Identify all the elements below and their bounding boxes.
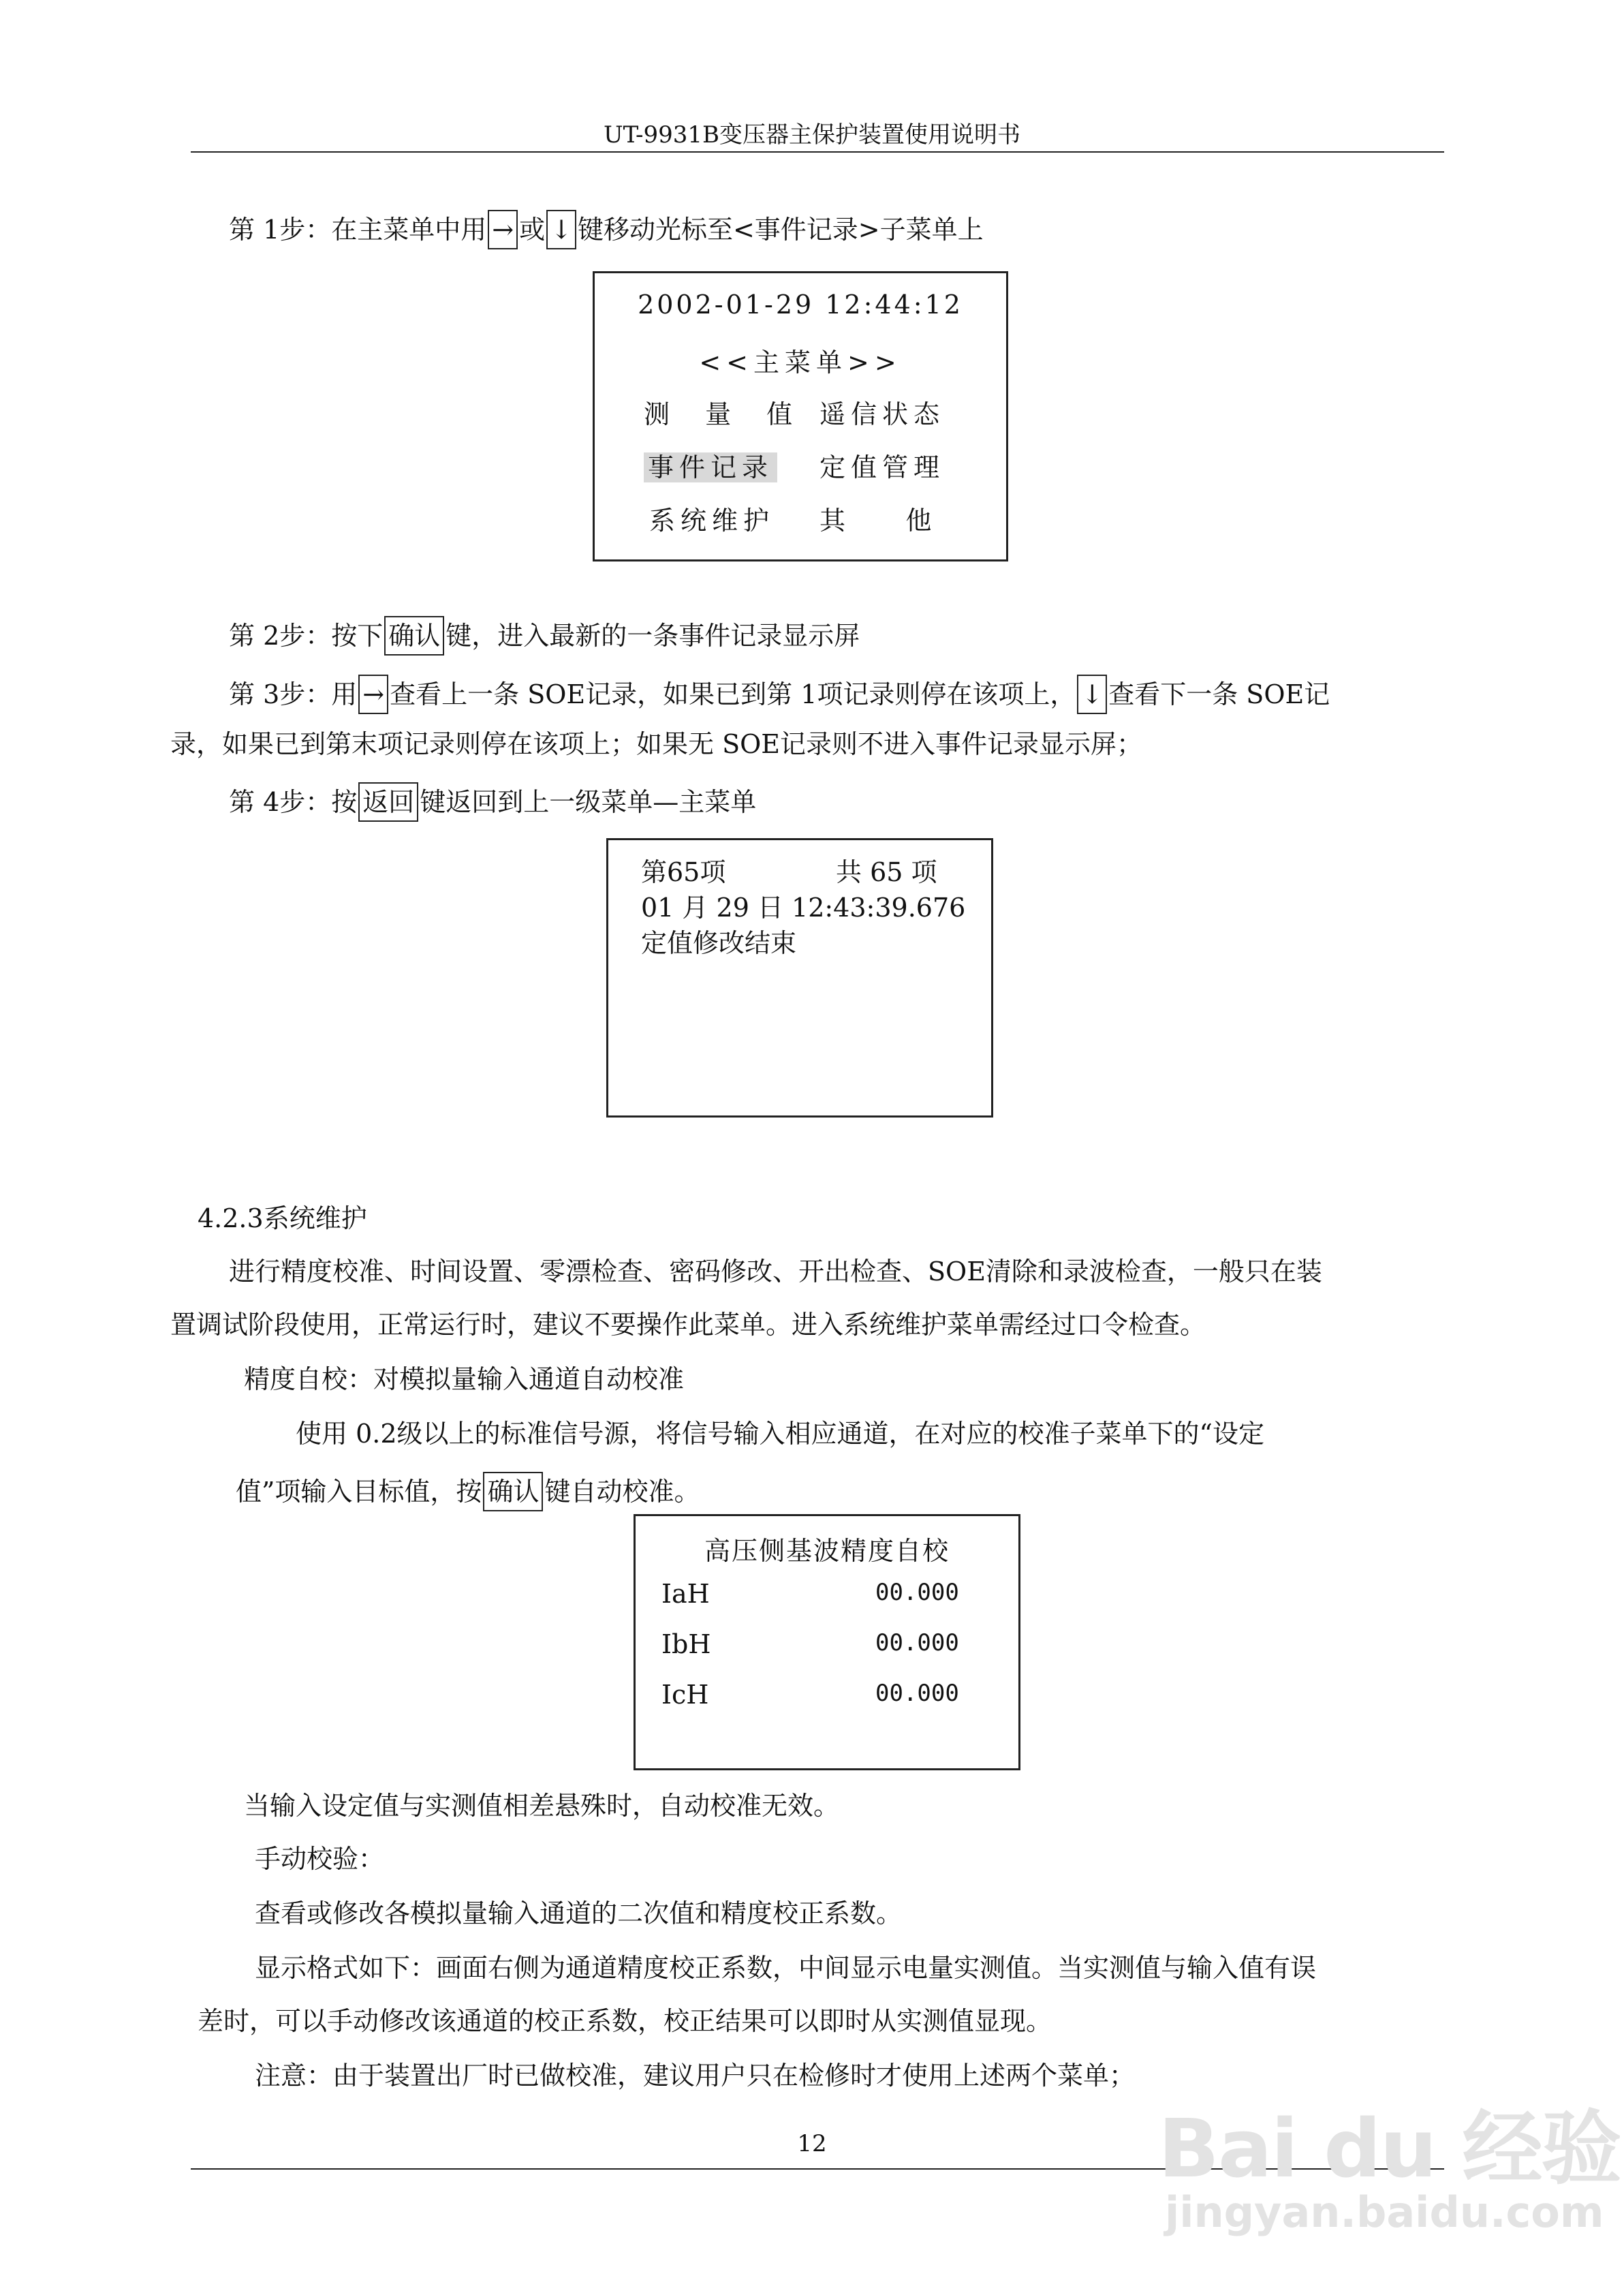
return-key: 返回 — [358, 782, 418, 822]
section-paragraph-3-line-1: 使用 0.2级以上的标准信号源，将信号输入相应通道，在对应的校准子菜单下的“设定 — [296, 1419, 1264, 1449]
menu-item-event-record[interactable] — [644, 446, 777, 484]
paragraph-display-format-line-1: 显示格式如下：画面右侧为通道精度校正系数，中间显示电量实测值。当实测值与输入值有误 — [255, 1953, 1317, 1983]
menu-item-system-maintenance[interactable]: 系统维护 — [649, 506, 775, 536]
menu-title: <<主菜单>> — [699, 348, 902, 378]
down-arrow-key: ↓ — [1077, 675, 1107, 714]
paragraph-invalid-calibration: 当输入设定值与实测值相差悬殊时，自动校准无效。 — [244, 1791, 840, 1821]
section-heading: 4.2.3系统维护 — [198, 1203, 367, 1233]
event-record-screen — [606, 838, 993, 1118]
section-paragraph-1-line-2: 置调试阶段使用，正常运行时，建议不要操作此菜单。进入系统维护菜单需经过口令检查。 — [170, 1310, 1206, 1340]
step-2-paragraph — [229, 616, 860, 656]
section-paragraph-1-line-1: 进行精度校准、时间设置、零漂检查、密码修改、开出检查、SOE清除和录波检查，一般只在装 — [229, 1257, 1322, 1287]
baidu-watermark-logo: Bai du 经验 — [1158, 2101, 1621, 2196]
step-3-text-pre: 第 3步：用 — [229, 679, 358, 709]
right-arrow-key: → — [488, 210, 518, 249]
step-1-text-pre: 第 1步：在主菜单中用 — [229, 215, 487, 245]
main-menu-screen — [593, 271, 1008, 561]
calibration-screen — [634, 1514, 1020, 1770]
calibration-row-label: IbH — [661, 1629, 711, 1659]
calibration-row-value[interactable]: 00.000 — [875, 1579, 959, 1606]
menu-item-remote-signal-status[interactable]: 遥信状态 — [819, 399, 946, 429]
page-number: 12 — [797, 2130, 827, 2157]
event-total: 共 65 项 — [836, 857, 937, 887]
calibration-row-value[interactable]: 00.000 — [875, 1629, 959, 1657]
step-1-text-post: 键移动光标至<事件记录>子菜单上 — [577, 215, 984, 245]
header-rule — [191, 151, 1444, 153]
section-paragraph-3-line-2 — [236, 1472, 700, 1511]
event-time: 01 月 29 日 12:43:39.676 — [641, 893, 966, 923]
step-1-paragraph — [229, 210, 984, 249]
step-3-paragraph-line-1 — [229, 675, 1330, 714]
manual-calibration-heading: 手动校验： — [255, 1844, 385, 1874]
step-3-paragraph-line-2: 录，如果已到第末项记录则停在该项上；如果无 SOE记录则不进入事件记录显示屏； — [170, 729, 1143, 759]
step-3-text-post: 查看下一条 SOE记 — [1108, 679, 1330, 709]
event-description: 定值修改结束 — [641, 928, 797, 958]
step-4-paragraph — [229, 782, 756, 822]
menu-item-other[interactable]: 其 他 — [819, 506, 937, 536]
confirm-key: 确认 — [483, 1472, 543, 1511]
baidu-watermark-url: jingyan.baidu.com — [1165, 2187, 1604, 2237]
down-arrow-key: ↓ — [546, 210, 576, 249]
calibration-row-label: IcH — [661, 1680, 709, 1710]
step-2-text-pre: 第 2步：按下 — [229, 621, 384, 651]
paragraph-view-modify: 查看或修改各模拟量输入通道的二次值和精度校正系数。 — [255, 1898, 903, 1928]
calibration-row-value[interactable]: 00.000 — [875, 1680, 959, 1707]
paragraph-display-format-line-2: 差时，可以手动修改该通道的校正系数，校正结果可以即时从实测值显现。 — [198, 2006, 1052, 2036]
step-4-text-post: 键返回到上一级菜单—主菜单 — [420, 787, 757, 817]
step-1-text-mid: 或 — [519, 215, 546, 245]
p3-text-post: 键自动校准。 — [544, 1477, 700, 1507]
right-arrow-key: → — [358, 675, 388, 714]
calibration-row-label: IaH — [661, 1579, 710, 1609]
confirm-key: 确认 — [384, 616, 444, 656]
auto-calibration-heading: 精度自校：对模拟量输入通道自动校准 — [244, 1364, 685, 1394]
menu-item-setting-management[interactable]: 定值管理 — [819, 452, 946, 482]
event-index: 第65项 — [641, 857, 726, 887]
paragraph-note: 注意：由于装置出厂时已做校准，建议用户只在检修时才使用上述两个菜单； — [255, 2061, 1136, 2091]
p3-text-pre: 值”项输入目标值，按 — [236, 1477, 482, 1507]
menu-cursor-highlight: 事件记录 — [644, 452, 777, 482]
step-4-text-pre: 第 4步：按 — [229, 787, 358, 817]
step-3-text-mid: 查看上一条 SOE记录，如果已到第 1项记录则停在该项上， — [390, 679, 1076, 709]
menu-datetime: 2002-01-29 12:44:12 — [638, 290, 963, 320]
menu-item-measured-value[interactable]: 测 量 值 — [644, 399, 807, 429]
calibration-title: 高压侧基波精度自校 — [704, 1536, 950, 1566]
document-header-title: UT-9931B变压器主保护装置使用说明书 — [604, 121, 1020, 149]
step-2-text-post: 键，进入最新的一条事件记录显示屏 — [446, 621, 860, 651]
